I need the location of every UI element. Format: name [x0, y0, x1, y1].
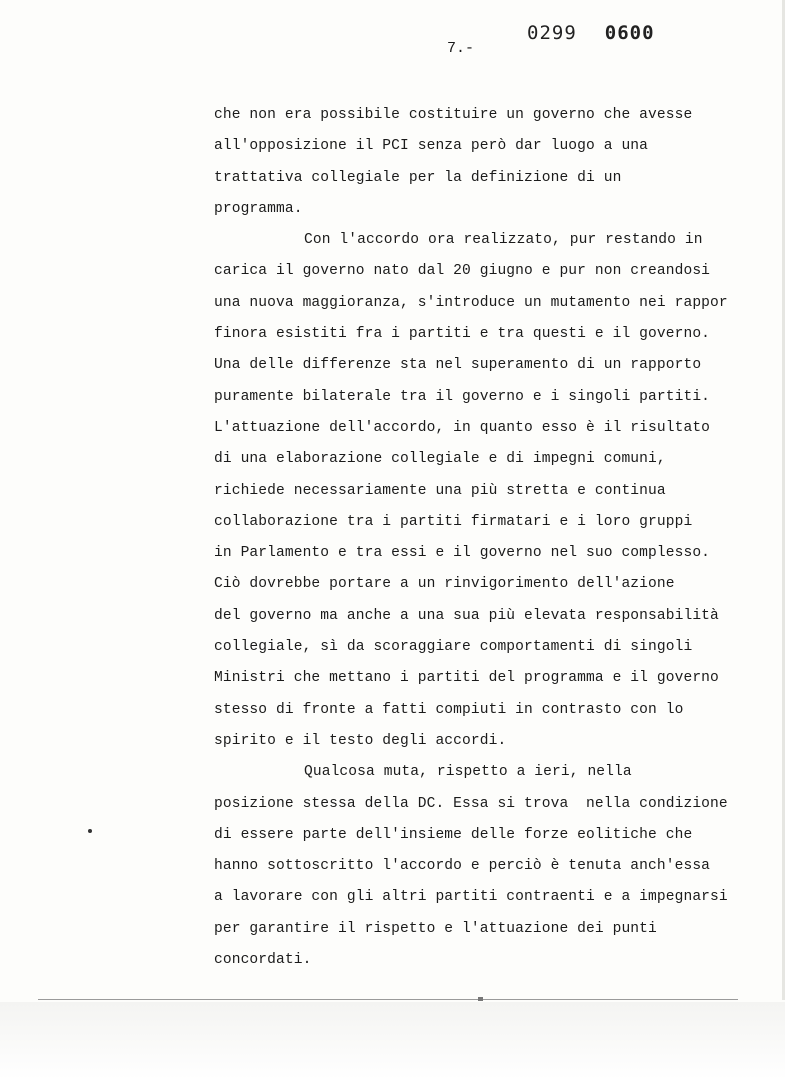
text-line: Con l'accordo ora realizzato, pur restando in: [304, 232, 703, 249]
margin-mark: [88, 829, 92, 833]
text-line: Ministri che mettano i partiti del programma e il governo: [214, 670, 719, 687]
text-line: per garantire il rispetto e l'attuazione dei punti: [214, 920, 657, 937]
scan-background: [0, 1002, 785, 1080]
text-line: stesso di fronte a fatti compiuti in contrasto con lo: [214, 701, 684, 718]
text-line: Una delle differenze sta nel superamento di un rapporto: [214, 357, 702, 374]
archive-number-1: 0299: [527, 22, 577, 44]
text-line: Qualcosa muta, rispetto a ieri, nella: [304, 764, 632, 781]
page-bottom-edge: [38, 999, 738, 1000]
text-line: che non era possibile costituire un governo che avesse: [214, 107, 693, 123]
text-line: in Parlamento e tra essi e il governo nel suo complesso.: [214, 545, 711, 562]
page-number: 7.-: [447, 40, 475, 57]
text-line: programma.: [214, 200, 303, 217]
document-body: [214, 100, 774, 976]
text-line: L'attuazione dell'accordo, in quanto esso è il risultato: [214, 419, 711, 436]
text-line: collegiale, sì da scoraggiare comportamenti di singoli: [214, 639, 693, 656]
text-line: spirito e il testo degli accordi.: [214, 732, 507, 749]
text-line: del governo ma anche a una sua più elevata responsabilità: [214, 607, 719, 624]
text-line: trattativa collegiale per la definizione di un: [214, 169, 622, 186]
text-line: richiede necessariamente una più stretta e continua: [214, 482, 666, 499]
text-line: Ciò dovrebbe portare a un rinvigorimento dell'azione: [214, 576, 675, 593]
text-line: hanno sottoscritto l'accordo e perciò è tenuta anch'essa: [214, 858, 711, 875]
text-line: puramente bilaterale tra il governo e i singoli partiti.: [214, 388, 711, 405]
text-line: concordati.: [214, 952, 312, 969]
text-line: all'opposizione il PCI senza però dar luogo a una: [214, 138, 649, 155]
text-line: una nuova maggioranza, s'introduce un mutamento nei rappor: [214, 294, 728, 311]
text-line: di essere parte dell'insieme delle forze eolitiche che: [214, 826, 693, 843]
archive-stamp-number: [527, 22, 655, 44]
archive-number-2: 0600: [604, 22, 655, 44]
text-line: collaborazione tra i partiti firmatari e i loro gruppi: [214, 513, 693, 530]
text-line: posizione stessa della DC. Essa si trova nella condizione: [214, 795, 728, 812]
text-line: di una elaborazione collegiale e di impegni comuni,: [214, 451, 666, 468]
text-line: finora esistiti fra i partiti e tra questi e il governo.: [214, 326, 711, 343]
page-bottom-mark: [478, 997, 483, 1001]
text-line: carica il governo nato dal 20 giugno e pur non creandosi: [214, 263, 711, 280]
text-line: a lavorare con gli altri partiti contraenti e a impegnarsi: [214, 889, 728, 906]
